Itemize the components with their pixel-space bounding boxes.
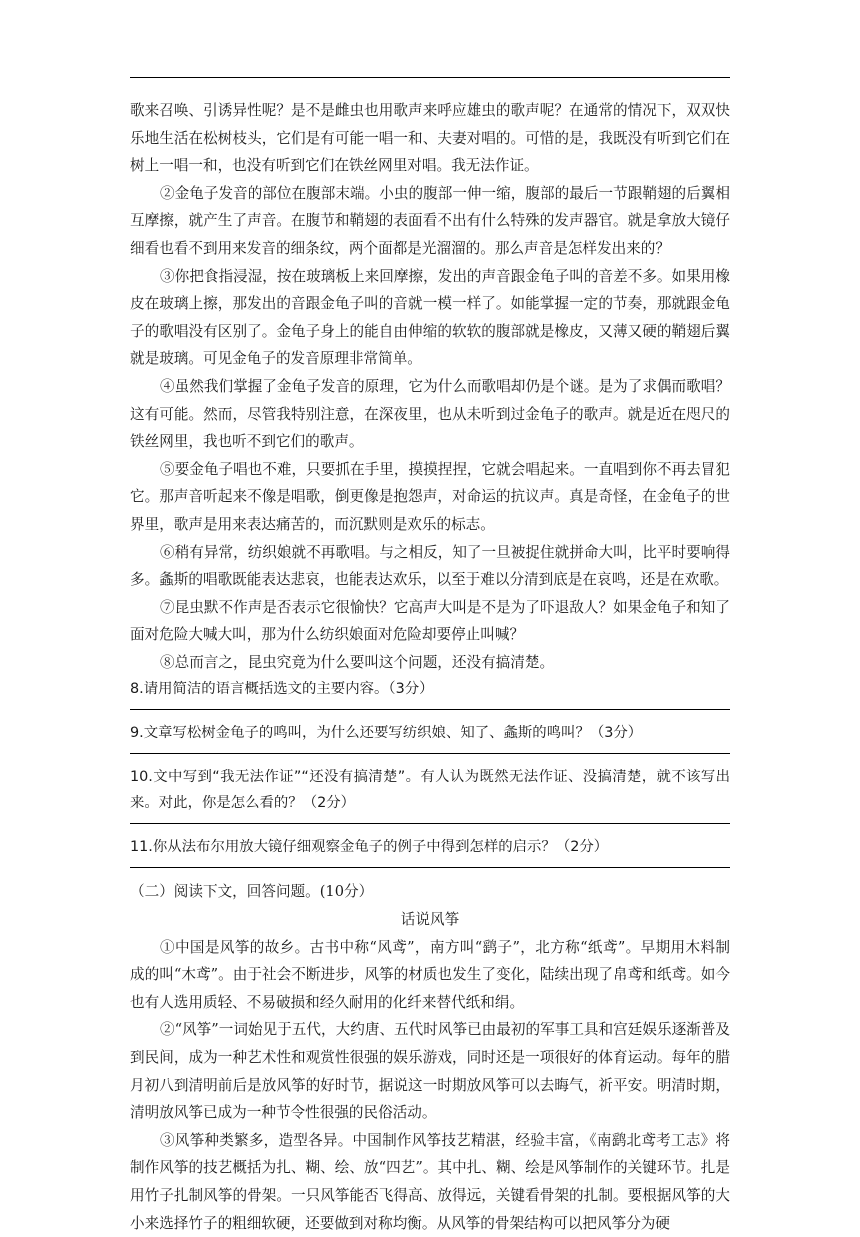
paragraph-7: ⑦昆虫默不作声是否表示它很愉快？它高声大叫是不是为了吓退敌人？如果金龟子和知了面对危险大喊大叫，那为什么纺织娘面对危险却要停止叫喊？	[130, 598, 730, 644]
paragraph-8: ⑧总而言之，昆虫究竟为什么要叫这个问题，还没有搞清楚。	[160, 653, 555, 671]
header-rule	[130, 77, 730, 78]
question-9: 9.文章写松树金龟子的鸣叫，为什么还要写纺织娘、知了、螽斯的鸣叫？（3分）	[130, 725, 643, 742]
paragraph-6: ⑥稍有异常，纺织娘就不再歌唱。与之相反，知了一旦被捉住就拼命大叫，比平时要响得多。螽斯的唱歌既能表达悲哀，也能表达欢乐，以至于难以分清到底是在哀鸣，还是在欢歌。	[130, 543, 730, 589]
section-2	[130, 878, 730, 1237]
paragraph-3: ③你把食指浸湿，按在玻璃板上来回摩擦，发出的声音跟金龟子叫的音差不多。如果用橡皮在玻璃上擦，那发出的音跟金龟子叫的音就一模一样了。如能掌握一定的节奏，那就跟金龟子的歌唱没有区别了。金龟子身上的能自由伸缩的软软的腹部就是橡皮，又薄又硬的鞘翅后翼就是玻璃。可见金龟子的发音原理非常简单。	[130, 267, 730, 368]
paragraph-2: ②金龟子发音的部位在腹部末端。小虫的腹部一伸一缩，腹部的最后一节跟鞘翅的后翼相互摩擦，就产生了声音。在腹节和鞘翅的表面看不出有什么特殊的发声器官。就是拿放大镜仔细看也看不到用来发音的细条纹，两个面都是光溜溜的。那么声音是怎样发出来的？	[130, 184, 730, 257]
article-title: 话说风筝	[400, 911, 460, 929]
paragraph-continuation: 歌来召唤、引诱异性呢？是不是雌虫也用歌声来呼应雄虫的歌声呢？在通常的情况下，双双快乐地生活在松树枝头，它们是有可能一唱一和、夫妻对唱的。可惜的是，我既没有听到它们在树上一唱一和，也没有听到它们在铁丝网里对唱。我无法作证。	[130, 102, 730, 175]
answer-line-9[interactable]	[130, 753, 730, 754]
document-content	[130, 97, 730, 1237]
question-10: 10.文中写到“我无法作证”“还没有搞清楚”。有人认为既然无法作证、没搞清楚，就不该写出来。对此，你是怎么看的？（2分）	[130, 769, 730, 812]
paragraph-4: ④虽然我们掌握了金龟子发音的原理，它为什么而歌唱却仍是个谜。是为了求偶而歌唱？这有可能。然而，尽管我特别注意，在深夜里，也从未听到过金龟子的歌声。就是近在咫尺的铁丝网里，我也听不到它们的歌声。	[130, 377, 730, 451]
kite-paragraph-2: ②“风筝”一词始见于五代，大约唐、五代时风筝已由最初的军事工具和宫廷娱乐逐渐普及到民间，成为一种艺术性和观赏性很强的娱乐游戏，同时还是一项很好的体育运动。每年的腊月初八到清明前后是放风筝的好时节，据说这一时期放风筝可以去晦气，祈平安。明清时期，清明放风筝已成为一种节令性很强的民俗活动。	[130, 1021, 730, 1122]
answer-line-10[interactable]	[130, 823, 730, 824]
section-heading: （二）阅读下文，回答问题。(10分）	[130, 883, 374, 901]
answer-line-11[interactable]	[130, 867, 730, 868]
question-11: 11.你从法布尔用放大镜仔细观察金龟子的例子中得到怎样的启示？（2分）	[130, 839, 609, 856]
kite-paragraph-1: ①中国是风筝的故乡。古书中称“风鸢”，南方叫“鹞子”，北方称“纸鸢”。早期用木料制成的叫“木鸢”。由于社会不断进步，风筝的材质也发生了变化，陆续出现了帛鸢和纸鸢。如今也有人选用质轻、不易破损和经久耐用的化纤来替代纸和绢。	[130, 938, 730, 1011]
paragraph-5: ⑤要金龟子唱也不难，只要抓在手里，摸摸捏捏，它就会唱起来。一直唱到你不再去冒犯它。那声音听起来不像是唱歌，倒更像是抱怨声，对命运的抗议声。真是奇怪，在金龟子的世界里，歌声是用来表达痛苦的，而沉默则是欢乐的标志。	[130, 460, 730, 533]
answer-line-8[interactable]	[130, 709, 730, 710]
kite-paragraph-3: ③风筝种类繁多，造型各异。中国制作风筝技艺精湛，经验丰富，《南鹞北鸢考工志》将制作风筝的技艺概括为扎、糊、绘、放“四艺”。其中扎、糊、绘是风筝制作的关键环节。扎是用竹子扎制风筝的骨架。一只风筝能否飞得高、放得远，关键看骨架的扎制。要根据风筝的大小来选择竹子的粗细软硬，还要做到对称均衡。从风筝的骨架结构可以把风筝分为硬	[130, 1131, 730, 1232]
question-8: 8.请用简洁的语言概括选文的主要内容。（3分）	[130, 681, 434, 698]
